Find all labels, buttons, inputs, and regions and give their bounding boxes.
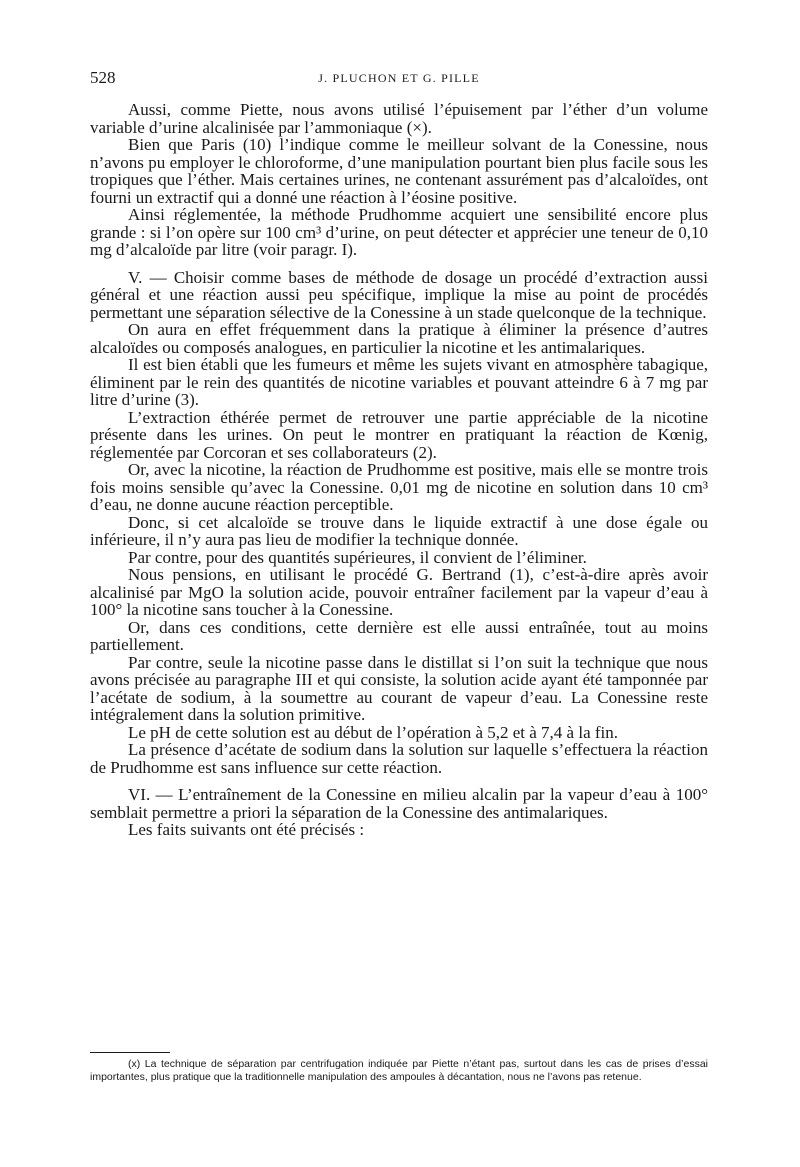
paragraph: Ainsi réglementée, la méthode Prudhomme acquiert une sensibilité encore plus grande : si l’on opère sur 100 cm³ d’urine, on peut détecter et apprécier une teneur de 0,10 mg d’alcaloïde par litre (voir paragr. I).: [90, 205, 708, 259]
paragraph: Le pH de cette solution est au début de l’opération à 5,2 et à 7,4 à la fin.: [128, 722, 619, 742]
paragraph: Or, dans ces conditions, cette dernière est elle aussi entraînée, tout au moins partiellement.: [90, 617, 708, 654]
page-number: 528: [90, 68, 116, 87]
paragraph: Nous pensions, en utilisant le procédé G. Bertrand (1), c’est-à-dire après avoir alcalinisé par MgO la solution acide, pouvoir entraîner facilement par la vapeur d’eau à 100° la nicotine sans toucher à la Conessine.: [90, 565, 708, 619]
running-head: J. PLUCHON ET G. PILLE: [318, 71, 480, 85]
paragraph: Par contre, pour des quantités supérieures, il convient de l’éliminer.: [128, 547, 587, 567]
paragraph: Donc, si cet alcaloïde se trouve dans le liquide extractif à une dose égale ou inférieure, il n’y aura pas lieu de modifier la technique donnée.: [90, 512, 708, 549]
section-vi-paragraph: VI. — L’entraînement de la Conessine en milieu alcalin par la vapeur d’eau à 100° semblait permettre a priori la séparation de la Conessine des antimalariques.: [90, 785, 708, 822]
paragraph: On aura en effet fréquemment dans la pratique à éliminer la présence d’autres alcaloïdes ou composés analogues, en particulier la nicotine et les antimalariques.: [90, 320, 708, 357]
footnote: (x) La technique de séparation par centrifugation indiquée par Piette n’étant pas, surtout dans les cas de prises d’essai importantes, plus pratique que la traditionnelle manipulation des ampoules à décantation, nous ne l’avons pas retenue.: [90, 1058, 708, 1083]
page-header: [90, 68, 708, 88]
paragraph: Il est bien établi que les fumeurs et même les sujets vivant en atmosphère tabagique, éliminent par le rein des quantités de nicotine variables et pouvant atteindre 6 à 7 mg par litre d’urine (3).: [90, 355, 708, 409]
footnote-rule: [90, 1052, 170, 1053]
paragraph: Les faits suivants ont été précisés :: [128, 820, 365, 839]
paragraph: Or, avec la nicotine, la réaction de Prudhomme est positive, mais elle se montre trois fois moins sensible qu’avec la Conessine. 0,01 mg de nicotine en solution dans 10 cm³ d’eau, ne donne aucune réaction perceptible.: [90, 460, 708, 514]
paragraph: Aussi, comme Piette, nous avons utilisé l’épuisement par l’éther d’un volume variable d’urine alcalinisée par l’ammoniaque (×).: [90, 100, 708, 137]
paragraph: L’extraction éthérée permet de retrouver une partie appréciable de la nicotine présente dans les urines. On peut le montrer en pratiquant la réaction de Kœnig, réglementée par Corcoran et ses collaborateurs (2).: [90, 407, 708, 462]
section-v-paragraph: V. — Choisir comme bases de méthode de dosage un procédé d’extraction aussi général et une réaction aussi peu spécifique, implique la mise au point de procédés permettant une séparation sélective de la Conessine à un stade quelconque de la technique.: [90, 267, 708, 322]
paragraph: Bien que Paris (10) l’indique comme le meilleur solvant de la Conessine, nous n’avons pu employer le chloroforme, d’une manipulation pourtant bien plus facile sous les tropiques que l’éther. Mais certaines urines, ne contenant assurément pas d’alcaloïdes, ont fourni un extractif qui a donné une réaction à l’éosine positive.: [90, 135, 708, 207]
body-text: [90, 101, 708, 839]
paragraph: La présence d’acétate de sodium dans la solution sur laquelle s’effectuera la réaction de Prudhomme est sans influence sur cette réaction.: [90, 740, 708, 777]
paragraph: Par contre, seule la nicotine passe dans le distillat si l’on suit la technique que nous avons précisée au paragraphe III et qui consiste, la solution acide ayant été tamponnée par l’acétate de sodium, à la soumettre au courant de vapeur d’eau. La Conessine reste intégralement dans la solution primitive.: [90, 652, 708, 724]
